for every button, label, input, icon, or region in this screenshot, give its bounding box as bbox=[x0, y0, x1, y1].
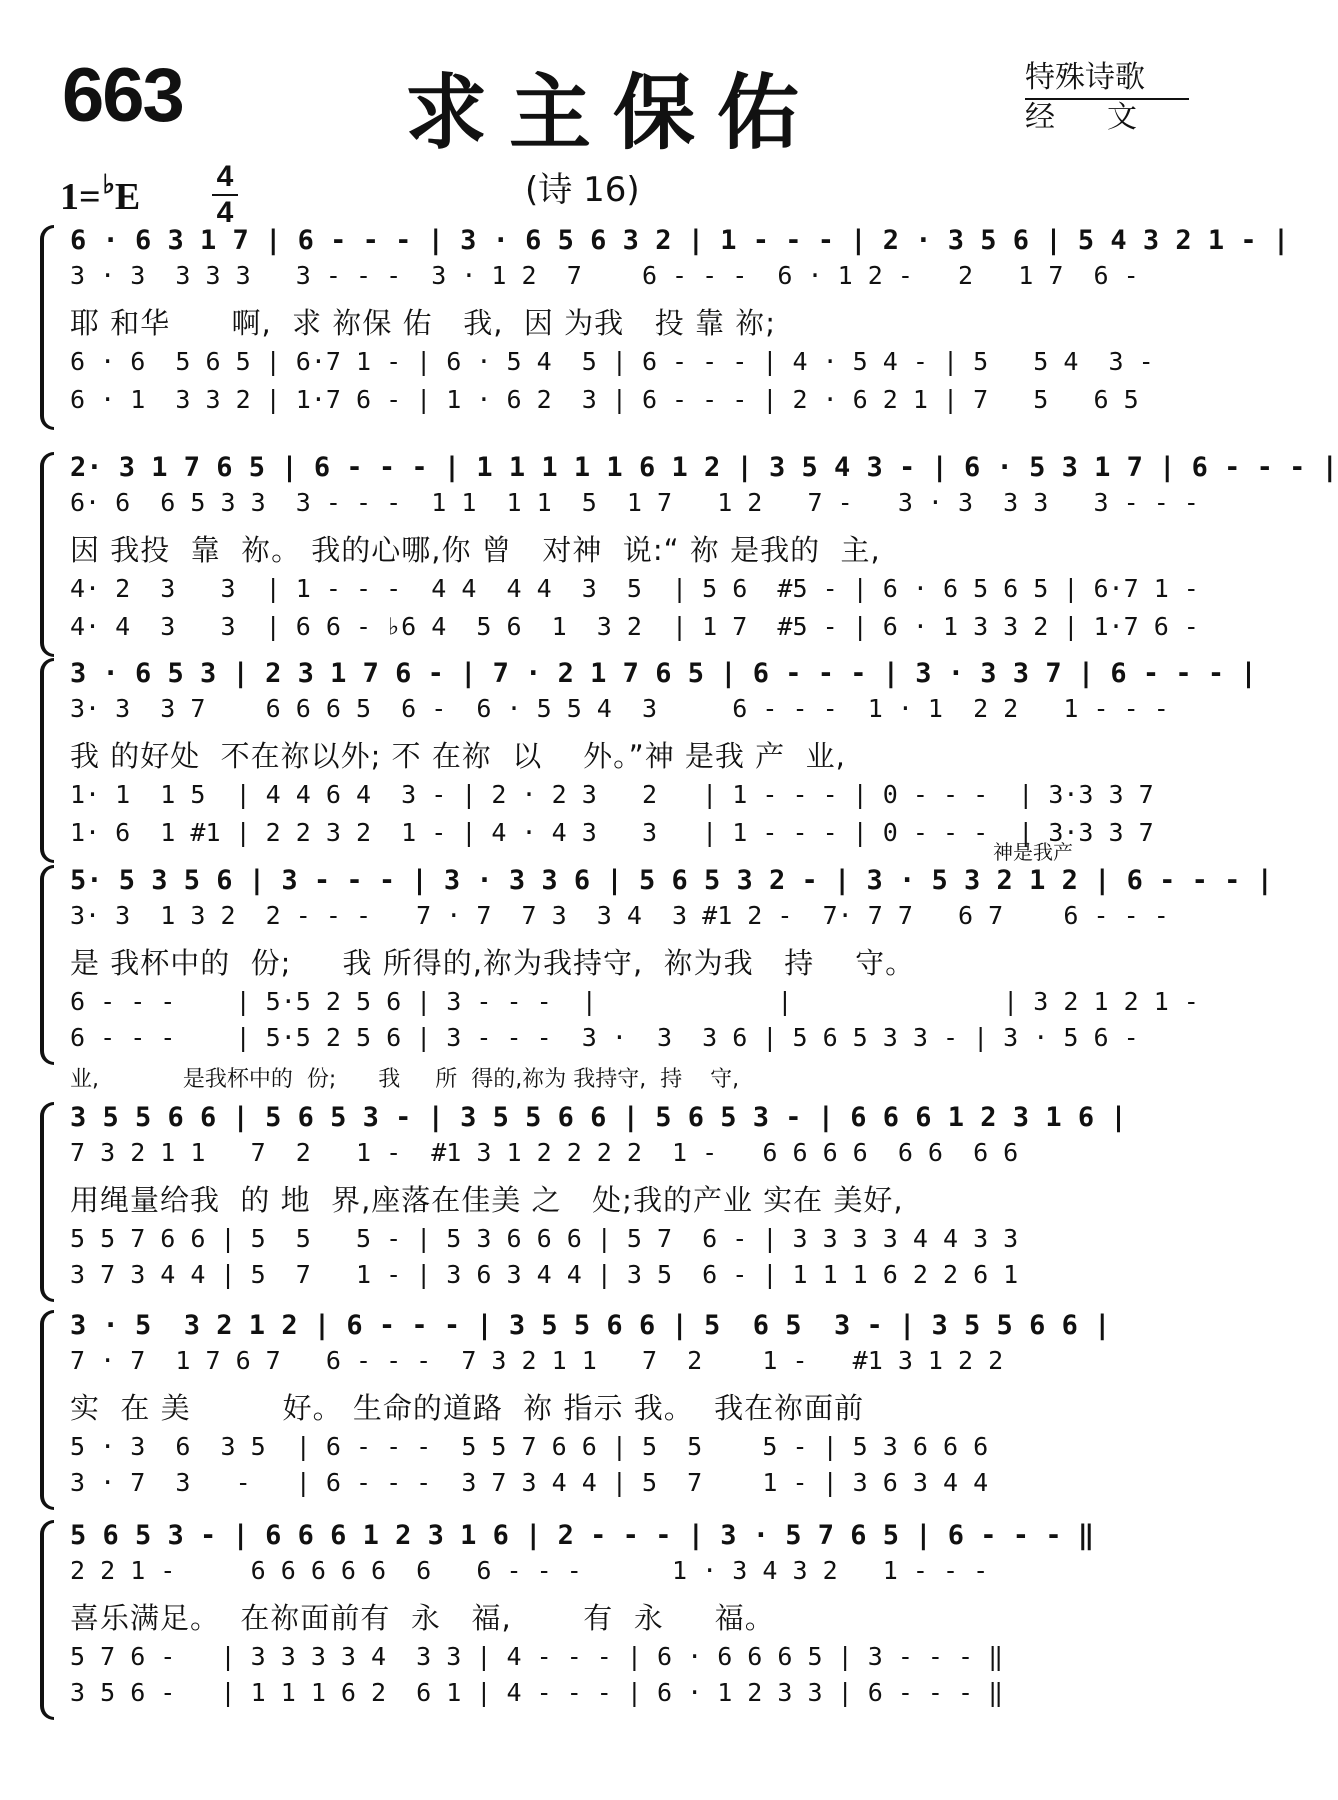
tenor-line: 4· 2 3 3 | 1 - - - 4 4 4 4 3 5 | 5 6 #5 - | 6 · 6 5 6 5 | 6·7 1 - bbox=[70, 574, 1199, 603]
melody-line: 3 5 5 6 6 | 5 6 5 3 - | 3 5 5 6 6 | 5 6 5 3 - | 6 6 6 1 2 3 1 6 | bbox=[70, 1102, 1127, 1133]
system-bracket bbox=[40, 1102, 54, 1302]
music-system bbox=[40, 865, 1273, 1065]
lyrics-line: 喜乐满足。 在祢面前有 永 福, 有 永 福。 bbox=[70, 1601, 775, 1635]
melody-line: 5· 5 3 5 6 | 3 - - - | 3 · 3 3 6 | 5 6 5 3 2 - | 3 · 5 3 2 1 2 | 6 - - - | bbox=[70, 865, 1273, 896]
music-system bbox=[40, 1102, 1160, 1302]
time-bottom: 4 bbox=[216, 196, 234, 229]
music-system bbox=[40, 452, 1338, 657]
alto-line: 3· 3 1 3 2 2 - - - 7 · 7 7 3 3 4 3 #1 2 - 7· 7 7 6 7 6 - - - bbox=[70, 901, 1169, 930]
lyrics-line: 我 的好处 不在祢以外; 不 在祢 以 外。”神 是我 产 业, bbox=[70, 739, 846, 773]
tenor-line: 5 · 3 6 3 5 | 6 - - - 5 5 7 6 6 | 5 5 5 - | 5 3 6 6 6 bbox=[70, 1432, 989, 1461]
bass-line: 3 5 6 - | 1 1 1 6 2 6 1 | 4 - - - | 6 · 1 2 3 3 | 6 - - - ‖ bbox=[70, 1678, 1004, 1707]
bass-line: 6 - - - | 5·5 2 5 6 | 3 - - - 3 · 3 3 6 | 5 6 5 3 3 - | 3 · 5 6 - bbox=[70, 1023, 1139, 1052]
time-signature bbox=[210, 160, 240, 230]
key-letter: E bbox=[114, 176, 141, 218]
bass-line: 1· 6 1 #1 | 2 2 3 2 1 - | 4 · 4 3 3 | 1 - - - | 0 - - - | 3·3 3 7 bbox=[70, 818, 1154, 847]
alto-line: 2 2 1 - 6 6 6 6 6 6 6 - - - 1 · 3 4 3 2 1 - - - bbox=[70, 1556, 989, 1585]
time-top: 4 bbox=[216, 160, 234, 193]
tenor-line: 1· 1 1 5 | 4 4 6 4 3 - | 2 · 2 3 2 | 1 - - - | 0 - - - | 3·3 3 7 bbox=[70, 780, 1154, 809]
melody-line: 2· 3 1 7 6 5 | 6 - - - | 1 1 1 1 1 6 1 2 | 3 5 4 3 - | 6 · 5 3 1 7 | 6 - - - | bbox=[70, 452, 1338, 483]
lyrics-line: 实 在 美 好。 生命的道路 祢 指示 我。 我在祢面前 bbox=[70, 1391, 865, 1425]
music-system bbox=[40, 658, 1257, 863]
melody-line: 3 · 6 5 3 | 2 3 1 7 6 - | 7 · 2 1 7 6 5 | 6 - - - | 3 · 3 3 7 | 6 - - - | bbox=[70, 658, 1257, 689]
source-label: 经文 bbox=[1025, 100, 1189, 135]
bass-line: 3 7 3 4 4 | 5 7 1 - | 3 6 3 4 4 | 3 5 6 - | 1 1 1 6 2 2 6 1 bbox=[70, 1260, 1019, 1289]
melody-line: 3 · 5 3 2 1 2 | 6 - - - | 3 5 5 6 6 | 5 6 5 3 - | 3 5 5 6 6 | bbox=[70, 1310, 1111, 1341]
hymn-number: 663 bbox=[62, 53, 183, 138]
alto-line: 3 · 3 3 3 3 3 - - - 3 · 1 2 7 6 - - - 6 · 1 2 - 2 1 7 6 - bbox=[70, 261, 1139, 290]
system-bracket bbox=[40, 225, 54, 430]
lower-lyrics-line: 业, 是我杯中的 份; 我 所 得的,祢为 我持守, 持 守, bbox=[70, 1067, 740, 1092]
system-bracket bbox=[40, 865, 54, 1065]
system-bracket bbox=[40, 658, 54, 863]
category-label: 特殊诗歌 bbox=[1025, 60, 1189, 100]
key-signature bbox=[60, 170, 140, 219]
lyrics-line: 是 我杯中的 份; 我 所得的,祢为我持守, 祢为我 持 守。 bbox=[70, 946, 916, 980]
music-system bbox=[40, 1520, 1160, 1720]
bass-line: 4· 4 3 3 | 6 6 - ♭6 4 5 6 1 3 2 | 1 7 #5 - | 6 · 1 3 3 2 | 1·7 6 - bbox=[70, 612, 1199, 641]
system-bracket bbox=[40, 1520, 54, 1720]
flat-symbol: ♭ bbox=[102, 170, 115, 199]
alto-line: 3· 3 3 7 6 6 6 5 6 - 6 · 5 5 4 3 6 - - - 1 · 1 2 2 1 - - - bbox=[70, 694, 1169, 723]
lyrics-line: 因 我投 靠 祢。 我的心哪,你 曾 对神 说:“ 祢 是我的 主, bbox=[70, 533, 881, 567]
lyrics-line: 用绳量给我 的 地 界,座落在佳美 之 处;我的产业 实在 美好, bbox=[70, 1183, 904, 1217]
alto-line: 7 3 2 1 1 7 2 1 - #1 3 1 2 2 2 2 1 - 6 6 6 6 6 6 6 6 bbox=[70, 1138, 1019, 1167]
tenor-line: 6 - - - | 5·5 2 5 6 | 3 - - - | | | 3 2 1 2 1 - bbox=[70, 987, 1199, 1016]
bass-line: 3 · 7 3 - | 6 - - - 3 7 3 4 4 | 5 7 1 - | 3 6 3 4 4 bbox=[70, 1468, 989, 1497]
alto-line: 6· 6 6 5 3 3 3 - - - 1 1 1 1 5 1 7 1 2 7 - 3 · 3 3 3 3 - - - bbox=[70, 488, 1199, 517]
lyrics-line: 耶 和华 啊, 求 祢保 佑 我, 因 为我 投 靠 祢; bbox=[70, 306, 777, 340]
tenor-line: 6 · 6 5 6 5 | 6·7 1 - | 6 · 5 4 5 | 6 - - - | 4 · 5 4 - | 5 5 4 3 - bbox=[70, 347, 1154, 376]
tenor-line: 5 5 7 6 6 | 5 5 5 - | 5 3 6 6 6 | 5 7 6 - | 3 3 3 3 4 4 3 3 bbox=[70, 1224, 1019, 1253]
system-bracket bbox=[40, 452, 54, 657]
annotation-text: 神是我产 bbox=[993, 840, 1073, 864]
music-system bbox=[40, 225, 1290, 430]
melody-line: 5 6 5 3 - | 6 6 6 1 2 3 1 6 | 2 - - - | 3 · 5 7 6 5 | 6 - - - ‖ bbox=[70, 1520, 1095, 1551]
alto-line: 7 · 7 1 7 6 7 6 - - - 7 3 2 1 1 7 2 1 - #1 3 1 2 2 bbox=[70, 1346, 1004, 1375]
system-bracket bbox=[40, 1310, 54, 1510]
scripture-reference: (诗 16) bbox=[525, 170, 640, 210]
key-prefix: 1= bbox=[60, 176, 101, 218]
page-title: 求主保佑 bbox=[405, 66, 822, 161]
music-system bbox=[40, 1310, 1160, 1510]
tenor-line: 5 7 6 - | 3 3 3 3 4 3 3 | 4 - - - | 6 · 6 6 6 5 | 3 - - - ‖ bbox=[70, 1642, 1004, 1671]
category-block bbox=[1025, 60, 1189, 136]
bass-line: 6 · 1 3 3 2 | 1·7 6 - | 1 · 6 2 3 | 6 - - - | 2 · 6 2 1 | 7 5 6 5 bbox=[70, 385, 1139, 414]
melody-line: 6 · 6 3 1 7 | 6 - - - | 3 · 6 5 6 3 2 | 1 - - - | 2 · 3 5 6 | 5 4 3 2 1 - | bbox=[70, 225, 1290, 256]
